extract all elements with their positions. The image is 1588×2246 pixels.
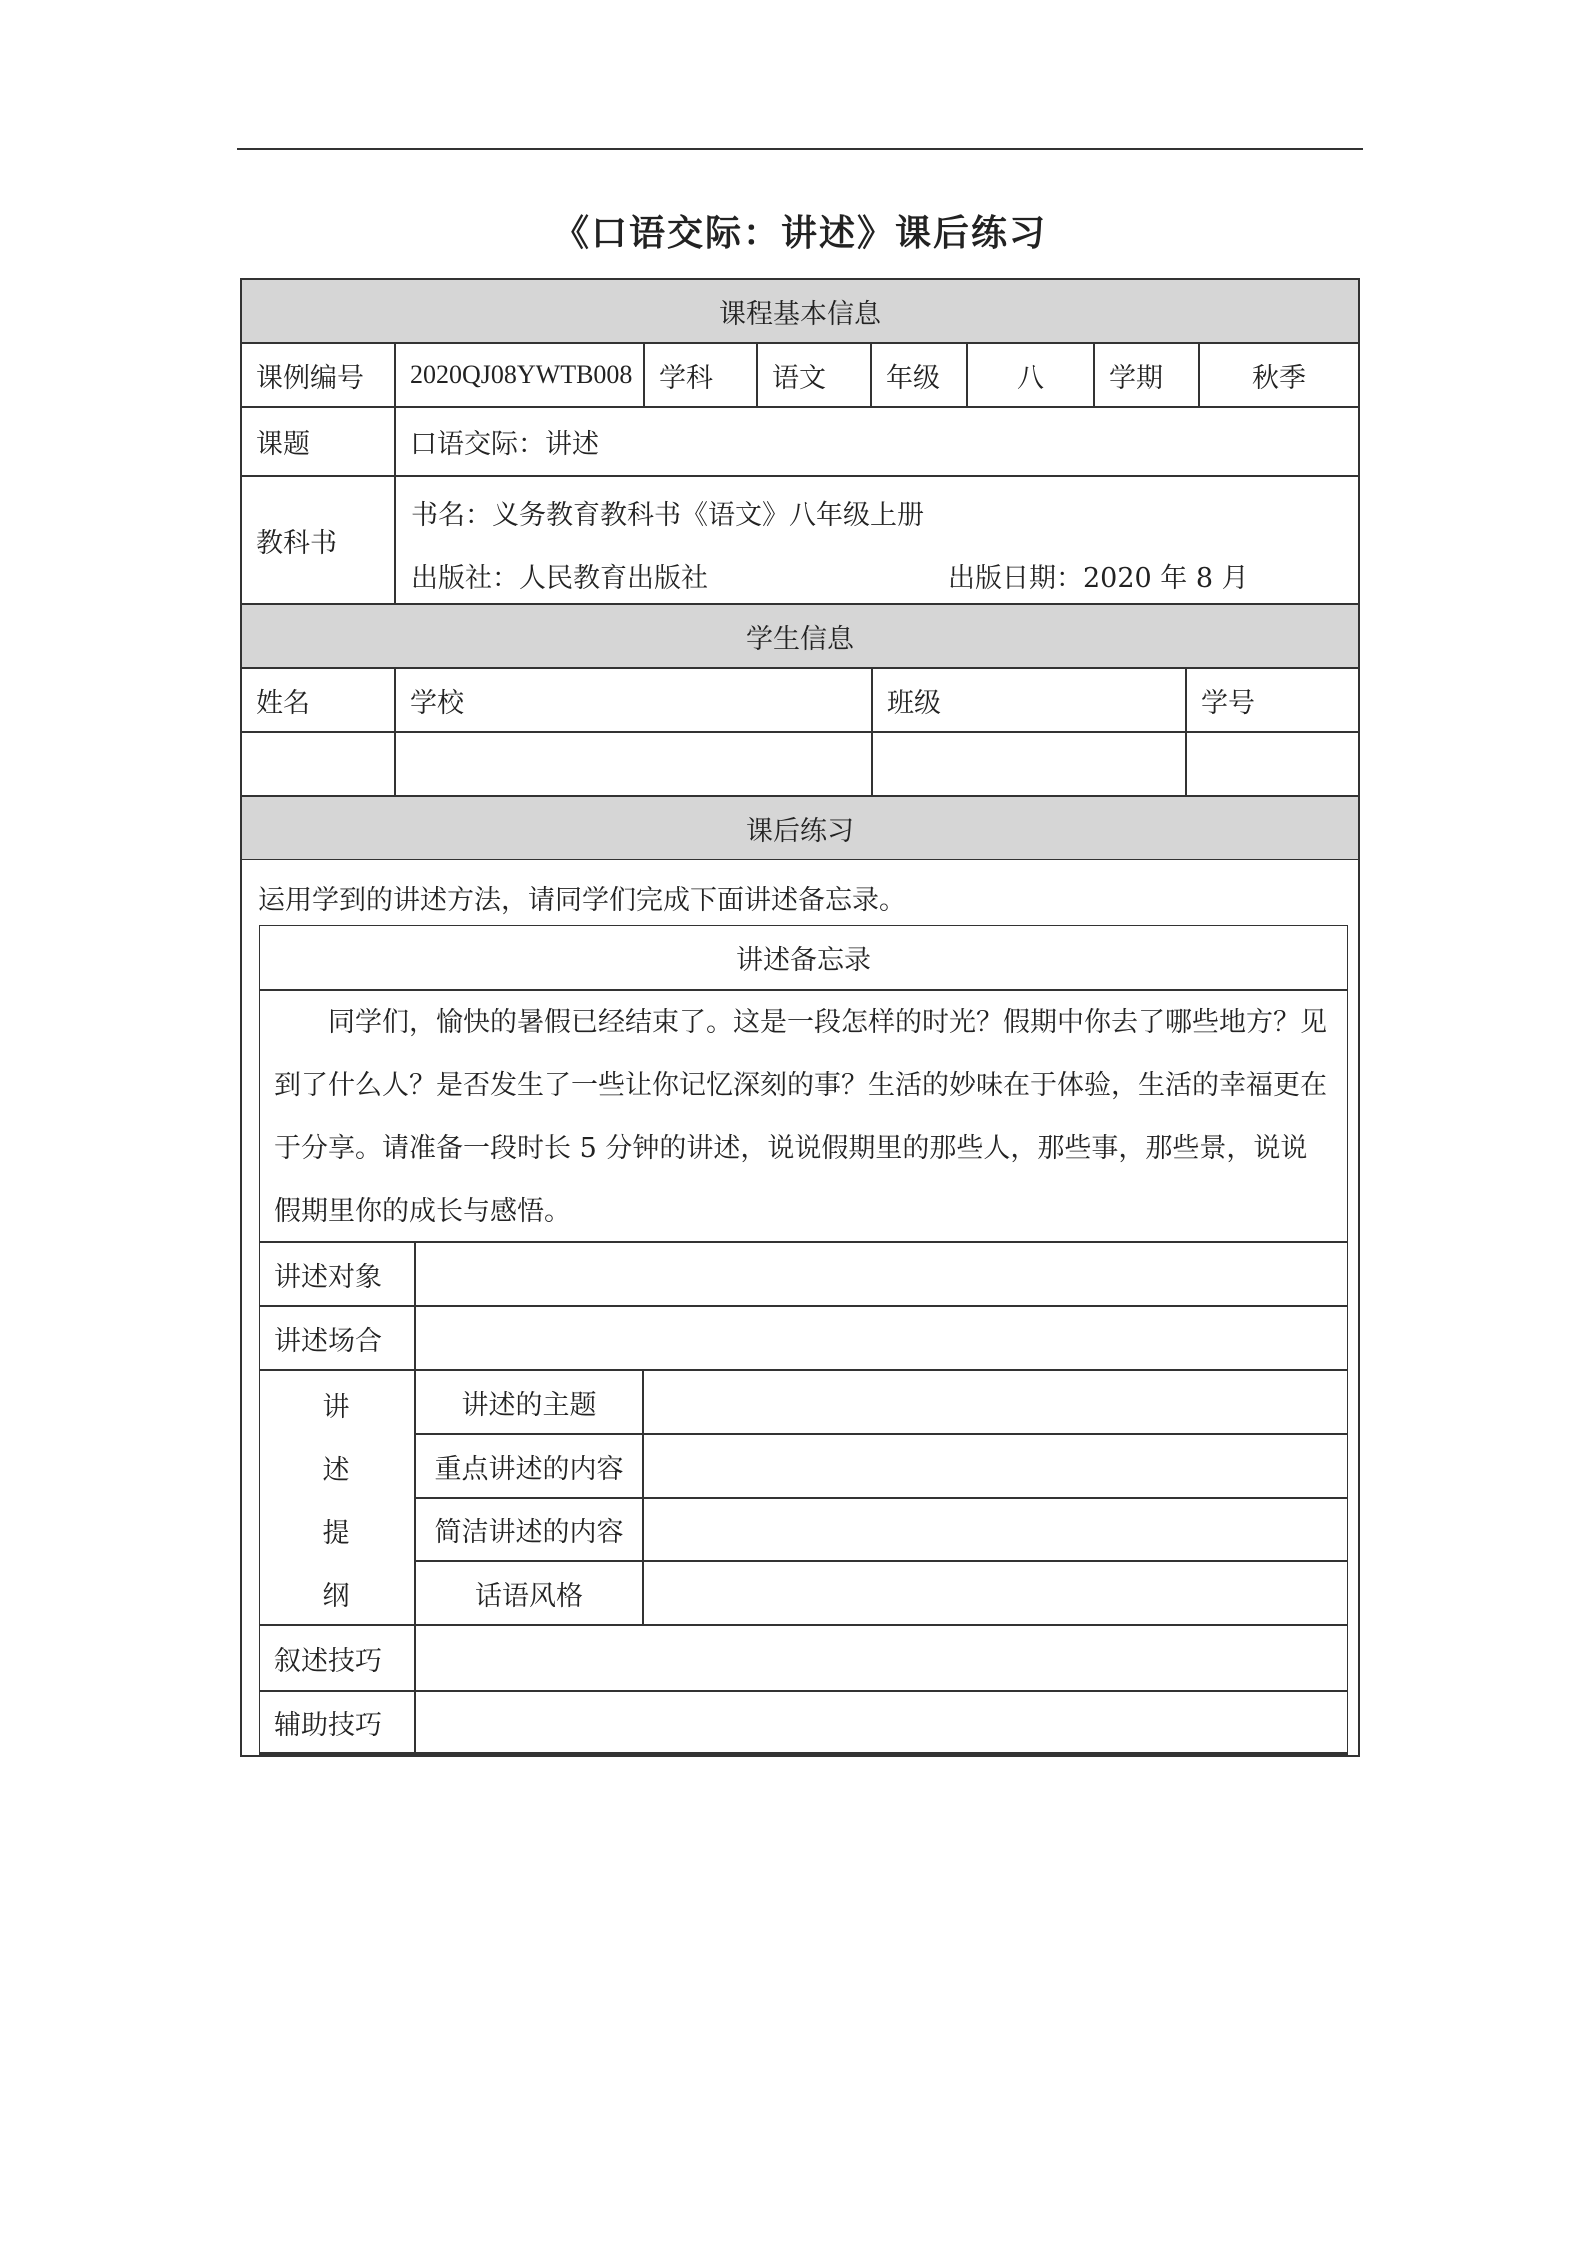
memo-title: 讲述备忘录 [259,925,1348,990]
aux-skill-label: 辅助技巧 [259,1691,415,1755]
school-label: 学校 [395,668,872,732]
audience-field[interactable] [415,1242,1348,1306]
publish-date: 出版日期：2020 年 8 月 [948,563,1249,594]
case-no-value: 2020QJ08YWTB008 [395,343,644,407]
case-no-label: 课例编号 [241,343,395,407]
outline-char-4: 纲 [322,1581,350,1612]
term-label: 学期 [1094,343,1199,407]
grade-value: 八 [967,343,1094,407]
narrative-skill-label: 叙述技巧 [259,1625,415,1691]
occasion-field[interactable] [415,1306,1348,1370]
key-content-label: 重点讲述的内容 [415,1434,643,1498]
class-field[interactable] [872,732,1186,796]
publisher: 出版社：人民教育出版社 [411,563,708,594]
theme-field[interactable] [643,1370,1348,1434]
theme-label: 讲述的主题 [415,1370,643,1434]
brief-content-field[interactable] [643,1498,1348,1561]
school-field[interactable] [395,732,872,796]
header-rule [237,148,1363,150]
audience-label: 讲述对象 [259,1242,415,1306]
outline-char-1: 讲 [322,1392,350,1423]
memo-text: 同学们，愉快的暑假已经结束了。这是一段怎样的时光？假期中你去了哪些地方？见到了什么人？是否发生了一些让你记忆深刻的事？生活的妙味在于体验，生活的幸福更在于分享。请准备一段时长 5 分钟的讲述，说说假期里的那些人，那些事，那些景，说说假期里你的成长与感悟。 [259,990,1348,1242]
grade-label: 年级 [871,343,967,407]
outline-char-3: 提 [322,1518,350,1549]
student-id-label: 学号 [1186,668,1359,732]
course-info-header: 课程基本信息 [241,279,1359,343]
occasion-label: 讲述场合 [259,1306,415,1370]
topic-value: 口语交际：讲述 [395,407,1359,476]
student-id-field[interactable] [1186,732,1359,796]
style-label: 话语风格 [415,1561,643,1625]
exercise-header: 课后练习 [241,796,1359,860]
class-label: 班级 [872,668,1186,732]
textbook-label: 教科书 [241,476,395,604]
subject-label: 学科 [644,343,757,407]
style-field[interactable] [643,1561,1348,1625]
exercise-instruction: 运用学到的讲述方法，请同学们完成下面讲述备忘录。 [258,885,906,916]
narrative-skill-field[interactable] [415,1625,1348,1691]
name-field[interactable] [241,732,395,796]
book-name: 书名：义务教育教科书《语文》八年级上册 [411,500,924,531]
term-value: 秋季 [1199,343,1359,407]
brief-content-label: 简洁讲述的内容 [415,1498,643,1561]
key-content-field[interactable] [643,1434,1348,1498]
subject-value: 语文 [757,343,871,407]
outline-char-2: 述 [322,1455,350,1486]
name-label: 姓名 [241,668,395,732]
topic-label: 课题 [241,407,395,476]
aux-skill-field[interactable] [415,1691,1348,1755]
student-info-header: 学生信息 [241,604,1359,668]
page-title: 《口语交际：讲述》课后练习 [552,213,1047,254]
